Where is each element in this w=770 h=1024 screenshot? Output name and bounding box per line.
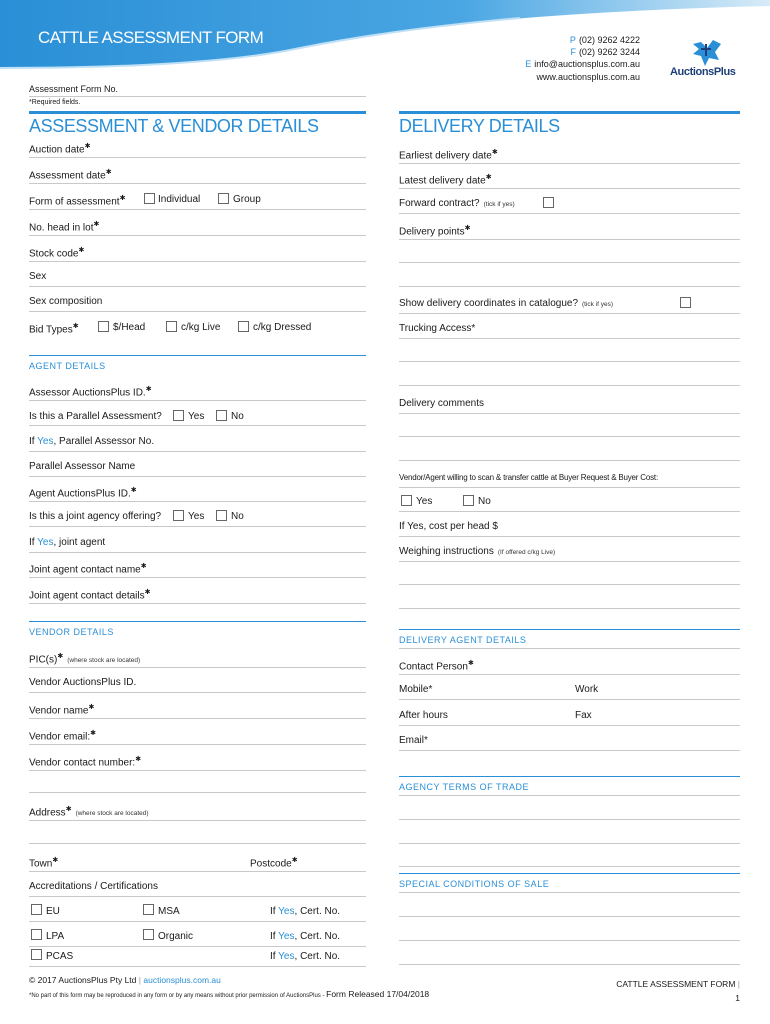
special-conditions-heading: SPECIAL CONDITIONS OF SALE bbox=[399, 879, 550, 889]
stock-code-label: Stock code✱ bbox=[29, 247, 85, 260]
left-heading-rule bbox=[29, 111, 366, 114]
forward-contract-label: Forward contract? (tick if yes) bbox=[399, 198, 515, 209]
scan-transfer-label: Vendor/Agent willing to scan & transfer cattle at Buyer Request & Buyer Cost: bbox=[399, 473, 658, 482]
joint-yes-checkbox[interactable] bbox=[173, 510, 184, 521]
weighing-label: Weighing instructions (If offered c/kg Live) bbox=[399, 546, 556, 557]
parallel-assessor-no-label: If Yes, Parallel Assessor No. bbox=[29, 436, 155, 447]
show-coords-rule bbox=[399, 313, 740, 314]
special-conditions-field-3[interactable] bbox=[399, 964, 740, 965]
scan-no-label: No bbox=[478, 496, 491, 507]
footer-form-name: CATTLE ASSESSMENT FORM | bbox=[616, 979, 740, 989]
vendor-id-label: Vendor AuctionsPlus ID. bbox=[29, 677, 137, 688]
trucking-access-field-2[interactable] bbox=[399, 361, 740, 362]
cost-per-head-label: If Yes, cost per head $ bbox=[399, 521, 498, 532]
page-number: 1 bbox=[735, 993, 740, 1003]
agency-terms-rule bbox=[399, 776, 740, 777]
joint-agency-label: Is this a joint agency offering? bbox=[29, 511, 162, 522]
after-hours-label: After hours bbox=[399, 710, 448, 721]
mobile-label: Mobile* bbox=[399, 684, 433, 695]
delivery-points-field-3[interactable] bbox=[399, 286, 740, 287]
mobile-work-field[interactable] bbox=[399, 699, 740, 700]
trucking-access-label: Trucking Access* bbox=[399, 323, 476, 334]
fax-key: F bbox=[570, 47, 576, 57]
assessor-id-field[interactable] bbox=[29, 400, 366, 401]
joint-contact-name-field[interactable] bbox=[29, 577, 366, 578]
email-address[interactable]: info@auctionsplus.com.au bbox=[534, 59, 640, 69]
group-label: Group bbox=[233, 194, 261, 205]
earliest-delivery-label: Earliest delivery date✱ bbox=[399, 149, 498, 162]
assessment-date-label: Assessment date✱ bbox=[29, 169, 112, 182]
eu-msa-rule[interactable] bbox=[29, 921, 366, 922]
right-heading-rule bbox=[399, 111, 740, 114]
delivery-agent-rule-2 bbox=[399, 648, 740, 649]
parallel-rule bbox=[29, 425, 366, 426]
agency-terms-field[interactable] bbox=[399, 819, 740, 820]
delivery-comments-field-3[interactable] bbox=[399, 460, 740, 461]
auction-date-field[interactable] bbox=[29, 157, 366, 158]
parallel-assessor-no-field[interactable] bbox=[29, 451, 366, 452]
msa-label: MSA bbox=[158, 906, 180, 917]
accreditations-rule bbox=[29, 896, 366, 897]
auction-date-label: Auction date✱ bbox=[29, 143, 91, 156]
joint-contact-name-label: Joint agent contact name✱ bbox=[29, 563, 147, 576]
joint-agent-label: If Yes, joint agent bbox=[29, 537, 106, 548]
sex-field[interactable] bbox=[29, 286, 366, 287]
parallel-assessor-name-field[interactable] bbox=[29, 476, 366, 477]
sex-composition-field[interactable] bbox=[29, 311, 366, 312]
town-postcode-field[interactable] bbox=[29, 871, 366, 872]
msa-cert-label: If Yes, Cert. No. bbox=[270, 906, 341, 917]
special-conditions-rule-2 bbox=[399, 892, 740, 893]
address-field-2[interactable] bbox=[29, 843, 366, 844]
lpa-label: LPA bbox=[46, 931, 65, 942]
form-title: CATTLE ASSESSMENT FORM bbox=[38, 28, 264, 47]
phone-key: P bbox=[569, 35, 576, 45]
joint-no-checkbox[interactable] bbox=[216, 510, 227, 521]
scan-yes-label: Yes bbox=[416, 496, 433, 507]
address-field[interactable] bbox=[29, 820, 366, 821]
vendor-details-heading: VENDOR DETAILS bbox=[29, 627, 114, 637]
parallel-yes-label: Yes bbox=[188, 411, 205, 422]
pcas-cert-label: If Yes, Cert. No. bbox=[270, 951, 341, 962]
forward-contract-rule bbox=[399, 213, 740, 214]
agency-terms-rule-2 bbox=[399, 795, 740, 796]
latest-delivery-field[interactable] bbox=[399, 188, 740, 189]
special-conditions-field[interactable] bbox=[399, 916, 740, 917]
phone-number: (02) 9262 4222 bbox=[578, 35, 640, 45]
postcode-label: Postcode✱ bbox=[250, 857, 298, 870]
vendor-contact-field-2[interactable] bbox=[29, 792, 366, 793]
delivery-points-field[interactable] bbox=[399, 239, 740, 240]
delivery-agent-rule bbox=[399, 629, 740, 630]
delivery-comments-field-2[interactable] bbox=[399, 436, 740, 437]
joint-rule bbox=[29, 526, 366, 527]
joint-contact-details-label: Joint agent contact details✱ bbox=[29, 589, 151, 602]
ckg-dressed-label: c/kg Dressed bbox=[253, 322, 312, 333]
no-head-label: No. head in lot✱ bbox=[29, 221, 100, 234]
joint-no-label: No bbox=[231, 511, 244, 522]
vendor-email-field[interactable] bbox=[29, 744, 366, 745]
per-head-checkbox[interactable] bbox=[98, 321, 109, 332]
footer-site-link[interactable]: auctionsplus.com.au bbox=[143, 975, 221, 985]
individual-label: Individual bbox=[158, 194, 201, 205]
footer-copyright: © 2017 AuctionsPlus Pty Ltd | auctionsplus.com.au bbox=[29, 975, 221, 985]
delivery-agent-heading: DELIVERY AGENT DETAILS bbox=[399, 635, 527, 645]
delivery-details-heading: DELIVERY DETAILS bbox=[399, 116, 560, 136]
delivery-comments-field[interactable] bbox=[399, 413, 740, 414]
pic-field[interactable] bbox=[29, 667, 366, 668]
latest-delivery-label: Latest delivery date✱ bbox=[399, 174, 492, 187]
pic-label: PIC(s)✱(where stock are located) bbox=[29, 653, 141, 666]
fax-line bbox=[570, 47, 640, 57]
vendor-contact-label: Vendor contact number:✱ bbox=[29, 756, 142, 769]
parallel-yes-checkbox[interactable] bbox=[173, 410, 184, 421]
scan-yes-checkbox[interactable] bbox=[401, 495, 412, 506]
trucking-access-field[interactable] bbox=[399, 338, 740, 339]
agency-terms-field-3[interactable] bbox=[399, 866, 740, 867]
form-of-assessment-label: Form of assessment✱ bbox=[29, 195, 126, 208]
joint-yes-label: Yes bbox=[188, 511, 205, 522]
fax-label: Fax bbox=[575, 710, 592, 721]
parallel-assessor-name-label: Parallel Assessor Name bbox=[29, 461, 136, 472]
delivery-points-field-2[interactable] bbox=[399, 262, 740, 263]
address-label: Address✱(where stock are located) bbox=[29, 806, 149, 819]
stock-code-field[interactable] bbox=[29, 261, 366, 262]
weighing-field-3[interactable] bbox=[399, 608, 740, 609]
footer-note: *No part of this form may be reproduced in any form or by any means without prior permission of AuctionsPlus - Form Released 17/04/2018 bbox=[29, 989, 430, 999]
agency-terms-heading: AGENCY TERMS OF TRADE bbox=[399, 782, 530, 792]
contact-person-field[interactable] bbox=[399, 674, 740, 675]
agent-id-label: Agent AuctionsPlus ID.✱ bbox=[29, 487, 137, 500]
eu-checkbox[interactable] bbox=[31, 904, 42, 915]
organic-checkbox[interactable] bbox=[143, 929, 154, 940]
parallel-no-checkbox[interactable] bbox=[216, 410, 227, 421]
vendor-contact-field[interactable] bbox=[29, 770, 366, 771]
email-field[interactable] bbox=[399, 750, 740, 751]
weighing-field-2[interactable] bbox=[399, 584, 740, 585]
required-note: *Required fields. bbox=[29, 99, 81, 106]
special-conditions-rule bbox=[399, 873, 740, 874]
assessor-id-label: Assessor AuctionsPlus ID.✱ bbox=[29, 386, 152, 399]
scan-rule bbox=[399, 511, 740, 512]
cost-per-head-field[interactable] bbox=[399, 536, 740, 537]
lpa-organic-rule[interactable] bbox=[29, 946, 366, 947]
special-conditions-field-2[interactable] bbox=[399, 940, 740, 941]
ckg-live-checkbox[interactable] bbox=[166, 321, 177, 332]
parallel-no-label: No bbox=[231, 411, 244, 422]
fax-number: (02) 9262 3244 bbox=[578, 47, 640, 57]
work-label: Work bbox=[575, 684, 599, 695]
ckg-live-label: c/kg Live bbox=[181, 322, 221, 333]
vendor-name-label: Vendor name✱ bbox=[29, 704, 95, 717]
email-key: E bbox=[525, 59, 532, 69]
delivery-points-label: Delivery points✱ bbox=[399, 225, 471, 238]
pcas-checkbox[interactable] bbox=[31, 949, 42, 960]
accreditations-label: Accreditations / Certifications bbox=[29, 881, 158, 892]
scan-no-checkbox[interactable] bbox=[463, 495, 474, 506]
trucking-access-field-3[interactable] bbox=[399, 385, 740, 386]
sex-composition-label: Sex composition bbox=[29, 296, 103, 307]
weighing-field[interactable] bbox=[399, 561, 740, 562]
assessment-date-field[interactable] bbox=[29, 183, 366, 184]
parallel-assessment-label: Is this a Parallel Assessment? bbox=[29, 411, 162, 422]
form-number-label: Assessment Form No. bbox=[29, 84, 119, 94]
after-hours-fax-field[interactable] bbox=[399, 725, 740, 726]
bid-types-label: Bid Types✱ bbox=[29, 323, 79, 336]
per-head-label: $/Head bbox=[113, 322, 146, 333]
website-link[interactable]: www.auctionsplus.com.au bbox=[536, 72, 640, 82]
phone-line bbox=[570, 35, 640, 45]
show-coords-checkbox[interactable] bbox=[680, 297, 691, 308]
no-head-field[interactable] bbox=[29, 235, 366, 236]
joint-agent-field[interactable] bbox=[29, 552, 366, 553]
pcas-rule[interactable] bbox=[29, 966, 366, 967]
delivery-comments-label: Delivery comments bbox=[399, 398, 485, 409]
eu-label: EU bbox=[46, 906, 60, 917]
group-checkbox[interactable] bbox=[218, 193, 229, 204]
joint-contact-details-field[interactable] bbox=[29, 603, 366, 604]
logo-text: AuctionsPlus bbox=[670, 66, 736, 78]
email-label: Email* bbox=[399, 735, 428, 746]
vendor-id-field[interactable] bbox=[29, 692, 366, 693]
vendor-name-field[interactable] bbox=[29, 718, 366, 719]
forward-contract-checkbox[interactable] bbox=[543, 197, 554, 208]
form-number-line[interactable] bbox=[29, 96, 366, 97]
form-of-assessment-rule bbox=[29, 209, 366, 210]
ckg-dressed-checkbox[interactable] bbox=[238, 321, 249, 332]
agency-terms-field-2[interactable] bbox=[399, 843, 740, 844]
msa-checkbox[interactable] bbox=[143, 904, 154, 915]
pcas-label: PCAS bbox=[46, 951, 74, 962]
contact-person-label: Contact Person✱ bbox=[399, 660, 474, 673]
show-coords-label: Show delivery coordinates in catalogue? (tick if yes) bbox=[399, 298, 614, 309]
email-line bbox=[525, 59, 640, 69]
assessment-vendor-heading: ASSESSMENT & VENDOR DETAILS bbox=[29, 116, 319, 136]
vendor-email-label: Vendor email:✱ bbox=[29, 730, 97, 743]
organic-label: Organic bbox=[158, 931, 194, 942]
agent-id-field[interactable] bbox=[29, 501, 366, 502]
scan-transfer-rule bbox=[399, 487, 740, 488]
organic-cert-label: If Yes, Cert. No. bbox=[270, 931, 341, 942]
earliest-delivery-field[interactable] bbox=[399, 163, 740, 164]
vendor-details-rule bbox=[29, 621, 366, 622]
lpa-checkbox[interactable] bbox=[31, 929, 42, 940]
individual-checkbox[interactable] bbox=[144, 193, 155, 204]
town-label: Town✱ bbox=[29, 857, 59, 870]
agent-details-rule bbox=[29, 355, 366, 356]
sex-label: Sex bbox=[29, 271, 47, 282]
agent-details-heading: AGENT DETAILS bbox=[29, 361, 106, 371]
